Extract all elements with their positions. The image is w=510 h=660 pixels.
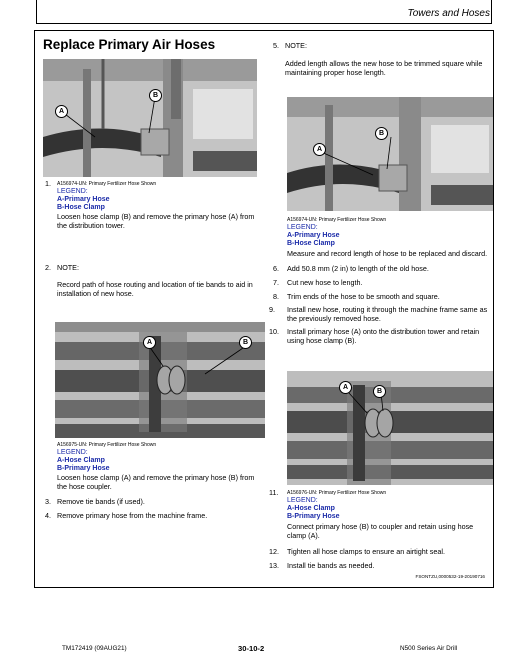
step-text: Add 50.8 mm (2 in) to length of the old hose. <box>287 264 429 273</box>
document-reference: FSONTZU,0000532-19-20190716 <box>415 574 485 579</box>
footer-product-name: N500 Series Air Drill <box>400 645 458 652</box>
legend-title: LEGEND: <box>287 497 318 504</box>
step-number: 5. <box>273 41 279 50</box>
step-text: Install tie bands as needed. <box>287 561 375 570</box>
step-number: 4. <box>45 511 51 520</box>
legend-item: A-Primary Hose <box>287 232 340 239</box>
step-number: 8. <box>273 292 279 301</box>
step-text: Tighten all hose clamps to ensure an airtight seal. <box>287 547 445 556</box>
callout-b: B <box>375 127 388 140</box>
step-number: 10. <box>269 327 279 336</box>
figure-caption: A156974-UN: Primary Fertilizer Hose Shown <box>287 217 387 223</box>
footer-page-number: 30-10-2 <box>238 644 265 653</box>
footer-manual-id: TM172419 (09AUG21) <box>62 645 127 652</box>
step-number: 1. <box>45 179 51 188</box>
legend-item: A-Primary Hose <box>57 196 110 203</box>
figure-2-photo <box>55 322 265 438</box>
step-number: 11. <box>269 488 279 497</box>
note-label: NOTE: <box>57 263 79 272</box>
figure-caption: A156976-UN: Primary Fertilizer Hose Shown <box>287 490 387 496</box>
note-label: NOTE: <box>285 41 307 50</box>
step-text: Install new hose, routing it through the machine frame same as the previously removed hose. <box>287 305 488 323</box>
legend-item: A-Hose Clamp <box>57 457 105 464</box>
step-number: 7. <box>273 278 279 287</box>
legend-item: B-Primary Hose <box>57 465 110 472</box>
section-title: Replace Primary Air Hoses <box>43 37 216 52</box>
step-number: 9. <box>269 305 275 314</box>
step-text: Connect primary hose (B) to coupler and retain using hose clamp (A). <box>287 522 474 540</box>
legend-item: A-Hose Clamp <box>287 505 335 512</box>
step-number: 6. <box>273 264 279 273</box>
callout-a: A <box>339 381 352 394</box>
step-text: Remove primary hose from the machine frame. <box>57 511 208 520</box>
step-text: Install primary hose (A) onto the distribution tower and retain using hose clamp (B). <box>287 327 480 345</box>
legend-item: B-Primary Hose <box>287 513 340 520</box>
note-text: Record path of hose routing and location of tie bands to aid in installation of new hose. <box>57 280 253 298</box>
step-text: Remove tie bands (if used). <box>57 497 145 506</box>
legend-item: B-Hose Clamp <box>287 240 335 247</box>
callout-b: B <box>239 336 252 349</box>
callout-b: B <box>373 385 386 398</box>
step-number: 12. <box>269 547 279 556</box>
figure-caption: A156975-UN: Primary Fertilizer Hose Shown <box>57 442 157 448</box>
figure-1-photo <box>43 59 257 177</box>
page-header-title: Towers and Hoses <box>407 8 490 19</box>
callout-a: A <box>313 143 326 156</box>
callout-a: A <box>143 336 156 349</box>
figure-caption: A156974-UN: Primary Fertilizer Hose Shown <box>57 181 157 187</box>
step-text: Measure and record length of hose to be replaced and discard. <box>287 249 488 258</box>
step-number: 2. <box>45 263 51 272</box>
legend-item: B-Hose Clamp <box>57 204 105 211</box>
figure-3-photo <box>287 97 493 211</box>
callout-b: B <box>149 89 162 102</box>
legend-title: LEGEND: <box>57 449 88 456</box>
legend-title: LEGEND: <box>57 188 88 195</box>
figure-4-photo <box>287 371 493 485</box>
content-frame <box>34 30 494 588</box>
step-text: Trim ends of the hose to be smooth and square. <box>287 292 440 301</box>
callout-a: A <box>55 105 68 118</box>
step-number: 3. <box>45 497 51 506</box>
step-text: Cut new hose to length. <box>287 278 363 287</box>
step-number: 13. <box>269 561 279 570</box>
step-text: Loosen hose clamp (A) and remove the primary hose (B) from the hose coupler. <box>57 473 255 491</box>
note-text: Added length allows the new hose to be trimmed square while maintaining proper hose length. <box>285 59 483 77</box>
step-text: Loosen hose clamp (B) and remove the primary hose (A) from the distribution tower. <box>57 212 255 230</box>
legend-title: LEGEND: <box>287 224 318 231</box>
